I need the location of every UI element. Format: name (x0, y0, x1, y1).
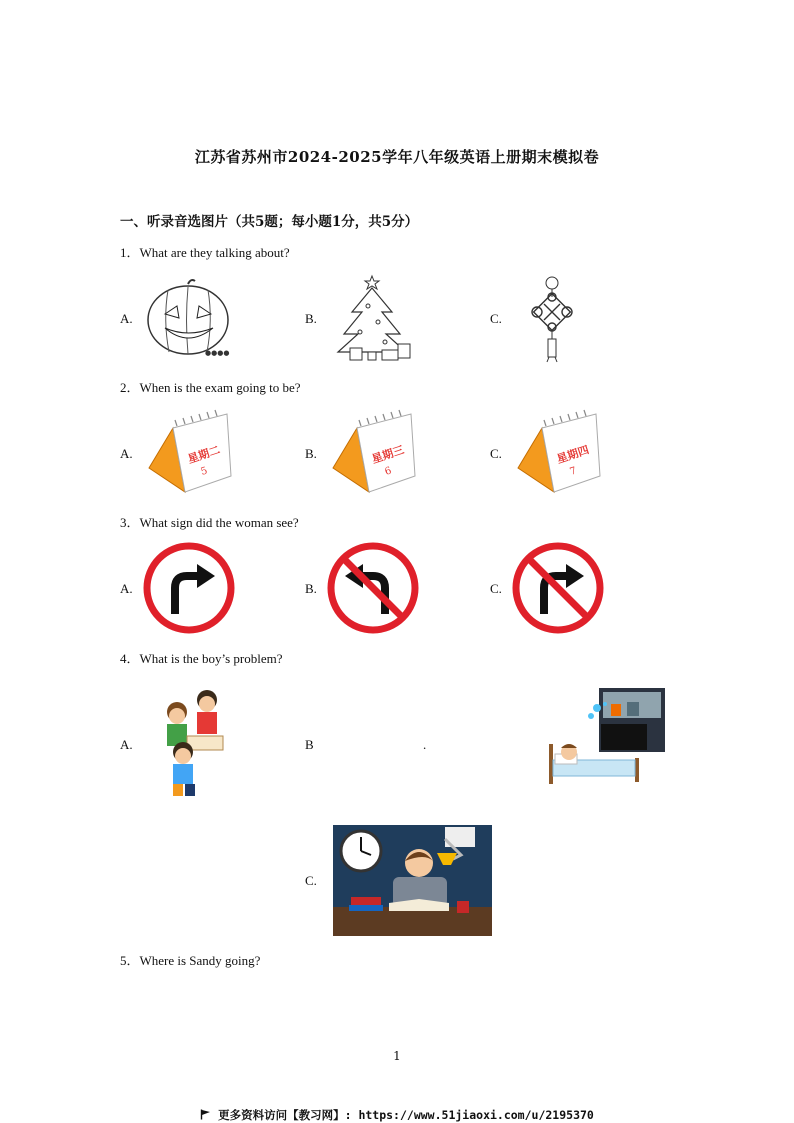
q2-option-c-label: C. (490, 446, 502, 461)
calendar-day-a: 星期二 (186, 443, 222, 466)
studying-late-image (333, 825, 492, 936)
footer-link[interactable] (0, 1107, 794, 1123)
question-2: 2．When is the exam going to be? (120, 380, 301, 395)
turn-right-sign-image (143, 542, 235, 634)
q2-option-b-label: B. (305, 446, 317, 461)
sick-boy-in-bed-image (545, 686, 667, 790)
calendar-num-b: 6 (383, 465, 393, 478)
calendar-b-image (327, 406, 417, 498)
q1-option-a-label: A. (120, 311, 133, 326)
calendar-c-image (512, 406, 602, 498)
question-4: 4．What is the boy’s problem? (120, 651, 283, 666)
chinese-knot-image (527, 275, 577, 363)
kids-reading-image (147, 688, 229, 800)
q4-option-b-label: B (305, 737, 314, 752)
calendar-day-b: 星期三 (370, 443, 406, 466)
q4-option-b-dot: . (423, 737, 427, 752)
q1-option-c-label: C. (490, 311, 502, 326)
footer-text: 更多资料访问【教习网】: https://www.51jiaoxi.com/u/2195370 (218, 1108, 594, 1122)
q3-option-c-label: C. (490, 581, 502, 596)
no-right-turn-sign-image (512, 542, 604, 634)
jack-o-lantern-image (143, 278, 233, 358)
page-title: 江苏省苏州市2024-2025学年八年级英语上册期末模拟卷 (194, 148, 600, 166)
calendar-num-a: 5 (199, 465, 209, 478)
question-3: 3．What sign did the woman see? (120, 515, 299, 530)
calendar-day-c: 星期四 (555, 443, 591, 466)
q2-option-a-label: A. (120, 446, 133, 461)
question-1: 1．What are they talking about? (120, 245, 290, 260)
calendar-a-image (143, 406, 233, 498)
calendar-num-c: 7 (568, 465, 578, 478)
flag-icon (200, 1108, 211, 1122)
page-number: 1 (393, 1049, 401, 1063)
christmas-tree-image (330, 272, 415, 364)
section-heading: 一、听录音选图片（共5题；每小题1分，共5分） (120, 214, 419, 230)
svg-text:●●●●: ●●●● (205, 349, 230, 357)
q1-option-b-label: B. (305, 311, 317, 326)
q3-option-a-label: A. (120, 581, 133, 596)
q4-option-c-label: C. (305, 873, 317, 888)
q3-option-b-label: B. (305, 581, 317, 596)
question-5: 5．Where is Sandy going? (120, 953, 261, 968)
no-left-turn-sign-image (327, 542, 419, 634)
q4-option-a-label: A. (120, 737, 133, 752)
